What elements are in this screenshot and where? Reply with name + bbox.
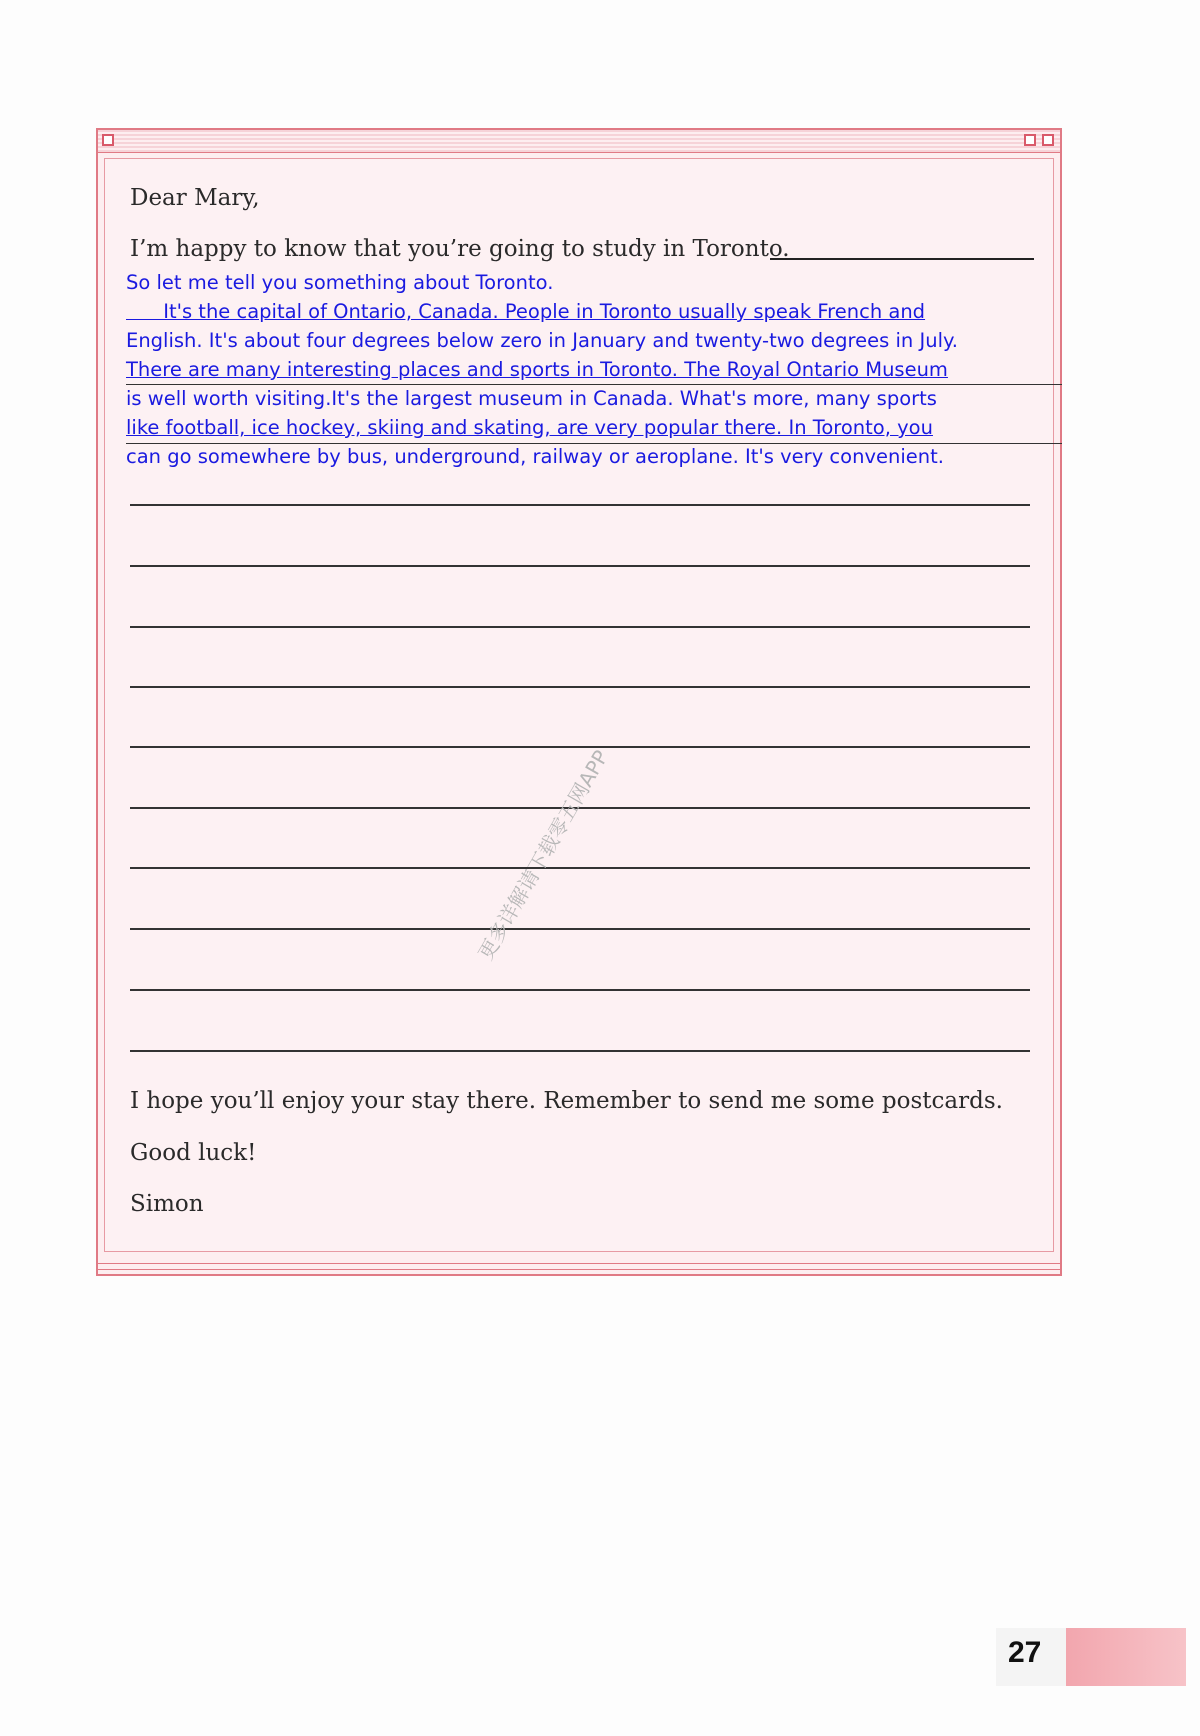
writing-line	[130, 565, 1030, 567]
letter-closing: I hope you’ll enjoy your stay there. Remember to send me some postcards.	[130, 1088, 1003, 1114]
answer-line: English. It's about four degrees below zero in January and twenty-two degrees in July.	[126, 329, 958, 352]
letter-titlebar	[98, 130, 1060, 153]
maximize-icon	[1042, 134, 1054, 146]
intro-blank-line	[770, 258, 1034, 260]
writing-line	[126, 443, 1062, 444]
writing-line	[130, 928, 1030, 930]
answer-line: like football, ice hockey, skiing and skating, are very popular there. In Toronto, you	[126, 416, 933, 439]
letter-greeting: Dear Mary,	[130, 185, 260, 211]
writing-line	[130, 1050, 1030, 1052]
letter-intro: I’m happy to know that you’re going to study in Toronto.	[130, 236, 790, 262]
answer-line: It's the capital of Ontario, Canada. People in Toronto usually speak French and	[126, 300, 926, 323]
frame-footer-line	[98, 1263, 1060, 1264]
writing-line	[130, 686, 1030, 688]
writing-line	[126, 384, 1062, 385]
minimize-icon	[1024, 134, 1036, 146]
answer-line: So let me tell you something about Toronto.	[126, 271, 554, 294]
letter-good-luck: Good luck!	[130, 1140, 257, 1166]
writing-line	[130, 626, 1030, 628]
watermark: 更多详解请下载零五网APP	[473, 746, 614, 964]
answer-line: can go somewhere by bus, underground, railway or aeroplane. It's very convenient.	[126, 445, 944, 468]
window-icon	[102, 134, 114, 146]
letter-signature: Simon	[130, 1191, 204, 1217]
page-number: 27	[1008, 1636, 1042, 1669]
page-number-tab	[1066, 1628, 1186, 1686]
answer-line: is well worth visiting.It's the largest museum in Canada. What's more, many sports	[126, 387, 937, 410]
frame-footer-line	[98, 1269, 1060, 1270]
writing-line	[130, 989, 1030, 991]
writing-line	[130, 867, 1030, 869]
writing-line	[130, 746, 1030, 748]
writing-line	[130, 504, 1030, 506]
answer-line: There are many interesting places and sports in Toronto. The Royal Ontario Museum	[126, 358, 948, 381]
